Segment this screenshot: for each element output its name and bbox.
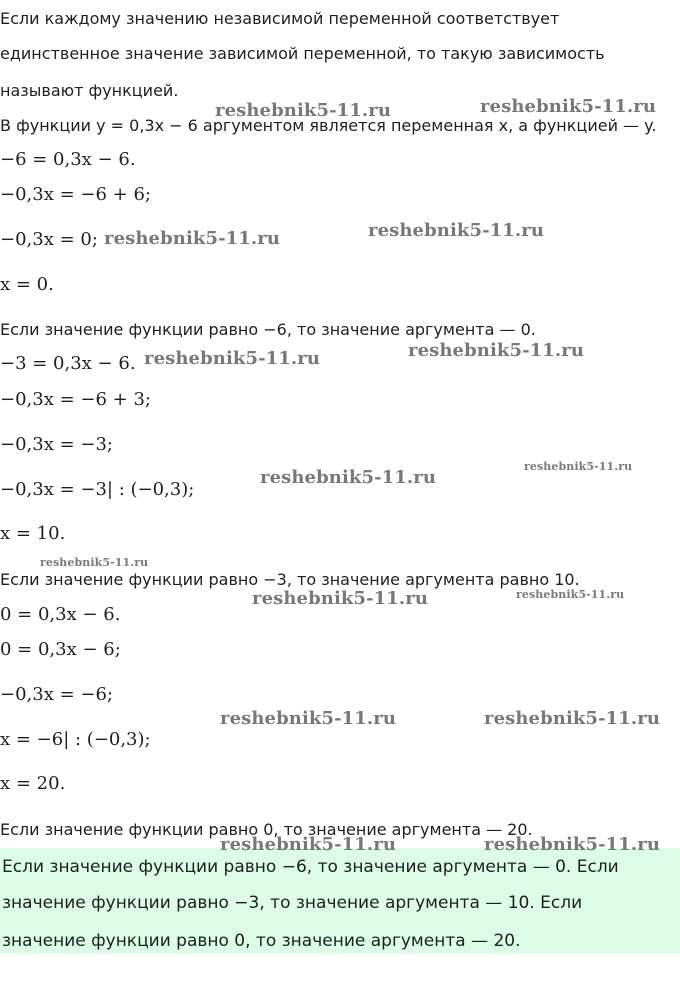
case2-equation-5: x = 10. (0, 523, 66, 544)
watermark: reshebnik5-11.ru (524, 460, 633, 473)
case2-equation-2: −0,3x = −6 + 3; (0, 389, 151, 410)
watermark: reshebnik5-11.ru (368, 220, 545, 241)
case3-equation-1: 0 = 0,3x − 6. (0, 604, 121, 625)
case1-equation-2: −0,3x = −6 + 6; (0, 184, 151, 205)
answer-box (0, 848, 680, 954)
case2-conclusion: Если значение функции равно −3, то значение аргумента равно 10. (0, 570, 580, 589)
watermark: reshebnik5-11.ru (40, 556, 149, 569)
watermark: reshebnik5-11.ru (220, 834, 397, 855)
intro-line-3: называют функцией. (0, 81, 179, 100)
watermark: reshebnik5-11.ru (484, 834, 661, 855)
case3-equation-5: x = 20. (0, 773, 66, 794)
case2-equation-1: −3 = 0,3x − 6. (0, 353, 136, 374)
case1-conclusion: Если значение функции равно −6, то значение аргумента — 0. (0, 320, 536, 339)
watermark: reshebnik5-11.ru (104, 228, 281, 249)
intro-line-1: Если каждому значению независимой переменной соответствует (0, 9, 560, 28)
watermark: reshebnik5-11.ru (144, 348, 321, 369)
case3-equation-3: −0,3x = −6; (0, 684, 113, 705)
watermark: reshebnik5-11.ru (215, 100, 392, 121)
answer-line-2: значение функции равно −3, то значение аргумента — 10. Если (2, 893, 583, 913)
watermark: reshebnik5-11.ru (252, 588, 429, 609)
watermark: reshebnik5-11.ru (220, 708, 397, 729)
answer-line-3: значение функции равно 0, то значение аргумента — 20. (2, 931, 521, 951)
case1-equation-4: x = 0. (0, 274, 54, 295)
case1-equation-3: −0,3x = 0; (0, 229, 98, 250)
intro-line-2: единственное значение зависимой переменной, то такую зависимость (0, 44, 605, 63)
case2-equation-3: −0,3x = −3; (0, 434, 113, 455)
watermark: reshebnik5-11.ru (260, 467, 437, 488)
watermark: reshebnik5-11.ru (480, 96, 657, 117)
watermark: reshebnik5-11.ru (408, 340, 585, 361)
case3-equation-4: x = −6| : (−0,3); (0, 729, 151, 750)
case1-equation-1: −6 = 0,3x − 6. (0, 149, 136, 170)
intro-line-4: В функции y = 0,3x − 6 аргументом является переменная x, а функцией — y. (0, 116, 657, 135)
case2-equation-4: −0,3x = −3| : (−0,3); (0, 479, 195, 500)
watermark: reshebnik5-11.ru (516, 588, 625, 601)
answer-line-1: Если значение функции равно −6, то значение аргумента — 0. Если (2, 857, 619, 877)
case3-equation-2: 0 = 0,3x − 6; (0, 639, 121, 660)
case3-conclusion: Если значение функции равно 0, то значение аргумента — 20. (0, 820, 533, 839)
watermark: reshebnik5-11.ru (484, 708, 661, 729)
